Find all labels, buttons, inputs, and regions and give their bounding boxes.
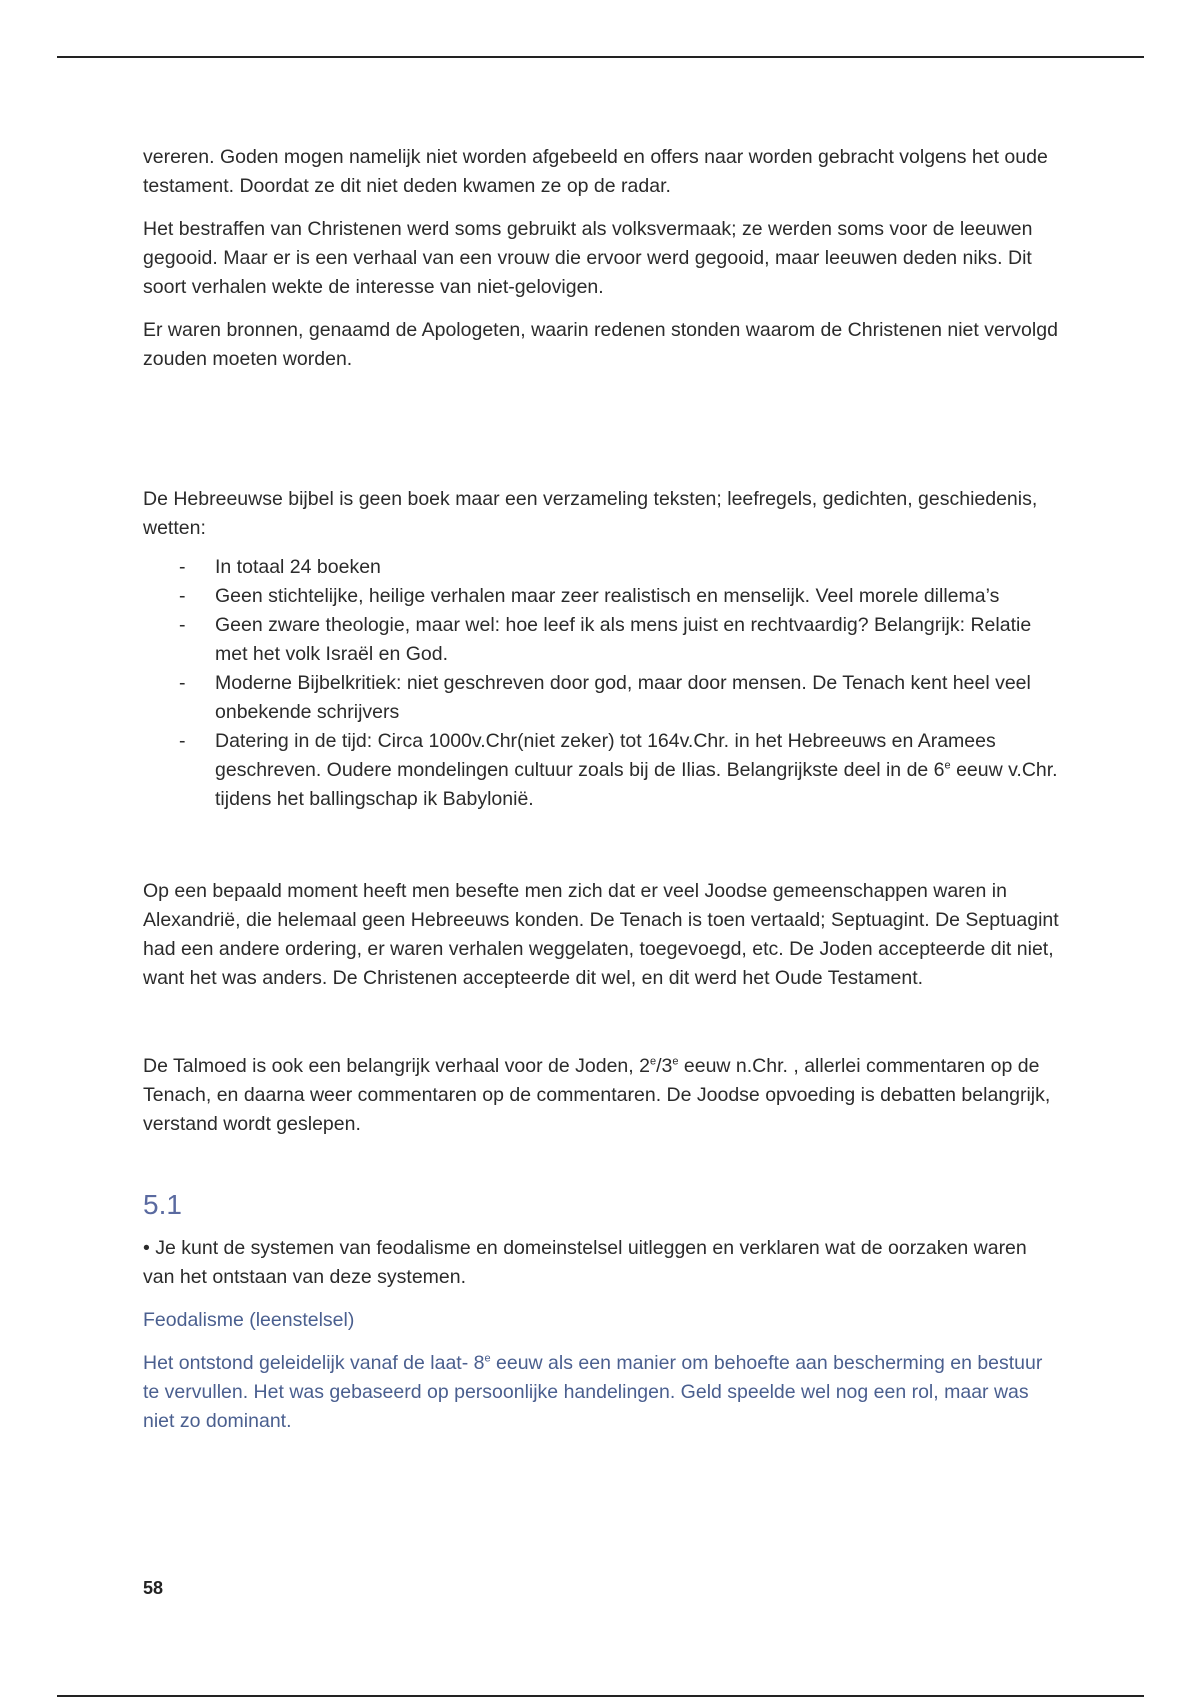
list-item: - Geen stichtelijke, heilige verhalen maar zeer realistisch en menselijk. Veel morele dillema’s	[143, 582, 1063, 611]
list-item: - Moderne Bijbelkritiek: niet geschreven door god, maar door mensen. De Tenach kent heel veel onbekende schrijvers	[143, 669, 1063, 727]
dash-marker: -	[179, 672, 186, 694]
paragraph-hebreeuwse-bijbel: De Hebreeuwse bijbel is geen boek maar een verzameling teksten; leefregels, gedichten, geschiedenis, wetten:	[143, 488, 1038, 539]
dash-marker: -	[179, 730, 186, 752]
list-item: - Geen zware theologie, maar wel: hoe leef ik als mens juist en rechtvaardig? Belangrijk: Relatie met het volk Israël en God.	[143, 611, 1063, 669]
page-number: 58	[143, 1578, 164, 1598]
paragraph-bestraffen: Het bestraffen van Christenen werd soms gebruikt als volksvermaak; ze werden soms voor de leeuwen gegooid. Maar er is een verhaal van een vrouw die ervoor werd gegooid, maar leeuwen deden niks. Dit soort verhalen wekte de interesse van niet-gelovigen.	[143, 218, 1033, 298]
dash-marker: -	[179, 585, 186, 607]
bijbel-feature-list	[143, 553, 1063, 814]
paragraph-vereren: vereren. Goden mogen namelijk niet worden afgebeeld en offers naar worden gebracht volgens het oude testament. Doordat ze dit niet deden kwamen ze op de radar.	[143, 146, 1048, 197]
footer-rule	[57, 1695, 1144, 1697]
section-heading: 5.1	[143, 1189, 182, 1220]
header-rule	[57, 56, 1144, 58]
list-item: - Datering in de tijd: Circa 1000v.Chr(niet zeker) tot 164v.Chr. in het Hebreeuws en Aramees geschreven. Oudere mondelingen cultuur zoals bij de Ilias. Belangrijkste deel in de 6e eeuw v.Chr. tijdens het ballingschap ik Babylonië.	[143, 727, 1063, 814]
subheading-feodalisme: Feodalisme (leenstelsel)	[143, 1309, 355, 1331]
paragraph-apologeten: Er waren bronnen, genaamd de Apologeten, waarin redenen stonden waarom de Christenen niet vervolgd zouden moeten worden.	[143, 319, 1058, 370]
dash-marker: -	[179, 556, 186, 578]
paragraph-talmoed: De Talmoed is ook een belangrijk verhaal voor de Joden, 2e/3e eeuw n.Chr. , allerlei commentaren op de Tenach, en daarna weer commentaren op de commentaren. De Joodse opvoeding is debatten belangrijk, verstand wordt geslepen.	[143, 1055, 1051, 1135]
list-item: - In totaal 24 boeken	[143, 553, 1063, 582]
paragraph-septuagint: Op een bepaald moment heeft men besefte men zich dat er veel Joodse gemeenschappen waren in Alexandrië, die helemaal geen Hebreeuws konden. De Tenach is toen vertaald; Septuagint. De Septuagint had een andere ordering, er waren verhalen weggelaten, toegevoegd, etc. De Joden accepteerde dit niet, want het was anders. De Christenen accepteerde dit wel, en dit werd het Oude Testament.	[143, 880, 1059, 989]
learning-goal: • Je kunt de systemen van feodalisme en domeinstelsel uitleggen en verklaren wat de oorzaken waren van het ontstaan van deze systemen.	[143, 1237, 1027, 1288]
dash-marker: -	[179, 614, 186, 636]
paragraph-feodalisme: Het ontstond geleidelijk vanaf de laat- 8e eeuw als een manier om behoefte aan bescherming en bestuur te vervullen. Het was gebaseerd op persoonlijke handelingen. Geld speelde wel nog een rol, maar was niet zo dominant.	[143, 1352, 1043, 1432]
page-content	[143, 143, 1063, 1436]
